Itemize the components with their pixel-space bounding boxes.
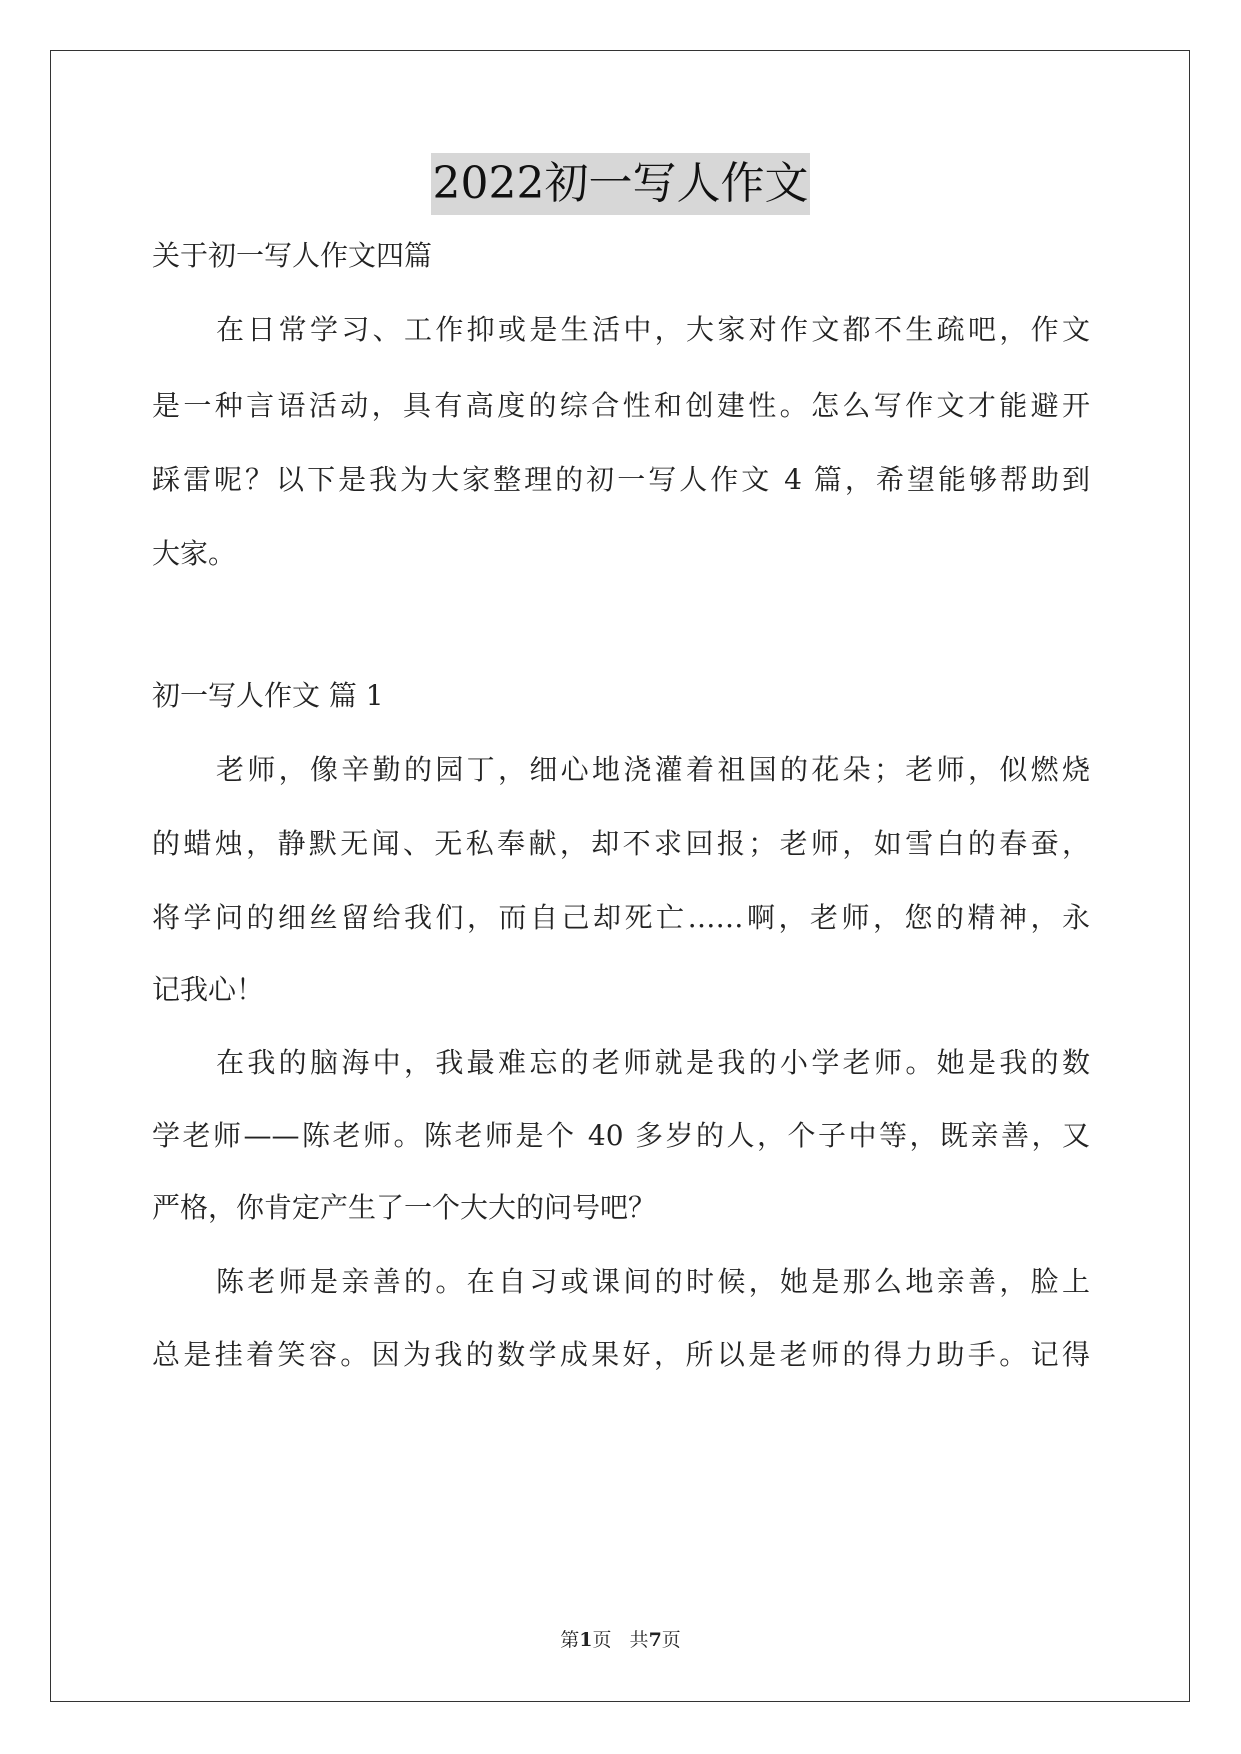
footer-middle: 页 共 (592, 1629, 649, 1651)
paragraph-line: 将学问的细丝留给我们，而自己却死亡……啊，老师，您的精神，永 (152, 901, 1090, 934)
document-title-text: 2022初一写人作文 (431, 153, 811, 215)
document-title (0, 153, 1241, 215)
paragraph-line: 大家。 (152, 537, 237, 570)
paragraph-line: 的蜡烛，静默无闻、无私奉献，却不求回报；老师，如雪白的春蚕， (152, 827, 1090, 860)
paragraph-line: 陈老师是亲善的。在自习或课间的时候，她是那么地亲善，脸上 (216, 1265, 1090, 1298)
paragraph-line: 是一种言语活动，具有高度的综合性和创建性。怎么写作文才能避开 (152, 389, 1090, 422)
footer-suffix: 页 (661, 1629, 681, 1651)
paragraph-line: 老师，像辛勤的园丁，细心地浇灌着祖国的花朵；老师，似燃烧 (216, 753, 1090, 786)
paragraph-line: 总是挂着笑容。因为我的数学成果好，所以是老师的得力助手。记得 (152, 1338, 1090, 1371)
paragraph-line: 记我心！ (152, 973, 265, 1006)
total-pages-number: 7 (648, 1629, 662, 1651)
paragraph-line: 学老师——陈老师。陈老师是个 40 多岁的人，个子中等，既亲善，又 (152, 1119, 1090, 1152)
footer-prefix: 第 (560, 1629, 580, 1651)
paragraph-line: 踩雷呢？以下是我为大家整理的初一写人作文 4 篇，希望能够帮助到 (152, 463, 1090, 496)
paragraph-line: 在我的脑海中，我最难忘的老师就是我的小学老师。她是我的数 (216, 1046, 1090, 1079)
paragraph-line: 严格，你肯定产生了一个大大的问号吧？ (152, 1191, 657, 1224)
subtitle-line: 关于初一写人作文四篇 (152, 239, 433, 272)
current-page-number: 1 (579, 1629, 593, 1651)
page-footer (0, 1625, 1241, 1652)
page-border (50, 50, 1190, 1702)
paragraph-line: 在日常学习、工作抑或是生活中，大家对作文都不生疏吧，作文 (216, 313, 1090, 346)
section-heading: 初一写人作文 篇 1 (152, 679, 384, 712)
